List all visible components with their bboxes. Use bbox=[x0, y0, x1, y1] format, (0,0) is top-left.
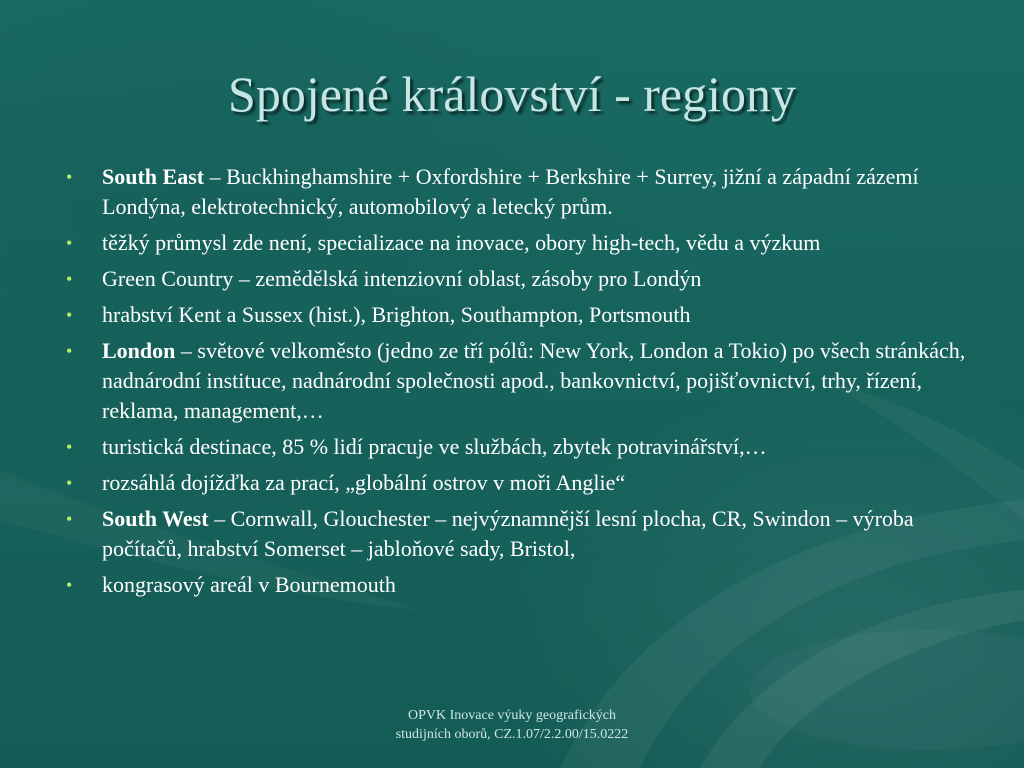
bullet-item bbox=[66, 162, 966, 222]
bullet-text: kongrasový areál v Bournemouth bbox=[102, 572, 396, 597]
bullet-item bbox=[66, 468, 966, 498]
bullet-icon: • bbox=[66, 473, 73, 493]
bullet-item bbox=[66, 504, 966, 564]
bullet-icon: • bbox=[66, 269, 73, 289]
bullet-icon: • bbox=[66, 509, 73, 529]
bullet-bold-label: London bbox=[102, 338, 176, 363]
bullet-text: turistická destinace, 85 % lidí pracuje ve službách, zbytek potravinářství,… bbox=[102, 434, 767, 459]
bullet-item bbox=[66, 300, 966, 330]
bullet-item bbox=[66, 336, 966, 426]
footer-line: studijních oborů, CZ.1.07/2.2.00/15.0222 bbox=[395, 727, 629, 742]
bullet-item bbox=[66, 264, 966, 294]
bullet-icon: • bbox=[66, 341, 73, 361]
bullet-item bbox=[66, 570, 966, 600]
bullet-list bbox=[66, 162, 966, 606]
bullet-text: rozsáhlá dojížďka za prací, „globální ostrov v moři Anglie“ bbox=[102, 470, 626, 495]
bullet-text: Green Country – zemědělská intenziovní oblast, zásoby pro Londýn bbox=[102, 266, 702, 291]
bullet-bold-label: South West bbox=[102, 506, 209, 531]
bullet-text: – Buckhinghamshire + Oxfordshire + Berkshire + Surrey, jižní a západní zázemí Londýna, elektrotechnický, automobilový a letecký prům. bbox=[102, 164, 919, 219]
footer-note bbox=[312, 706, 712, 744]
bullet-bold-label: South East bbox=[102, 164, 205, 189]
bullet-text: těžký průmysl zde není, specializace na inovace, obory high-tech, vědu a výzkum bbox=[102, 230, 821, 255]
bullet-icon: • bbox=[66, 167, 73, 187]
bullet-text: – světové velkoměsto (jedno ze tří pólů: New York, London a Tokio) po všech stránkách, nadnárodní instituce, nadnárodní společnosti apod., bankovnictví, pojišťovnictví, trhy, řízení, reklama, management,… bbox=[102, 338, 966, 423]
bullet-text: hrabství Kent a Sussex (hist.), Brighton, Southampton, Portsmouth bbox=[102, 302, 691, 327]
bullet-icon: • bbox=[66, 575, 73, 595]
bullet-item bbox=[66, 432, 966, 462]
bullet-icon: • bbox=[66, 437, 73, 457]
bullet-icon: • bbox=[66, 233, 73, 253]
footer-line: OPVK Inovace výuky geografických bbox=[408, 708, 616, 723]
bullet-icon: • bbox=[66, 305, 73, 325]
bullet-text: – Cornwall, Glouchester – nejvýznamnější lesní plocha, CR, Swindon – výroba počítačů, hrabství Somerset – jabloňové sady, Bristol, bbox=[102, 506, 914, 561]
slide-title: Spojené království - regiony bbox=[228, 66, 796, 122]
bullet-item bbox=[66, 228, 966, 258]
